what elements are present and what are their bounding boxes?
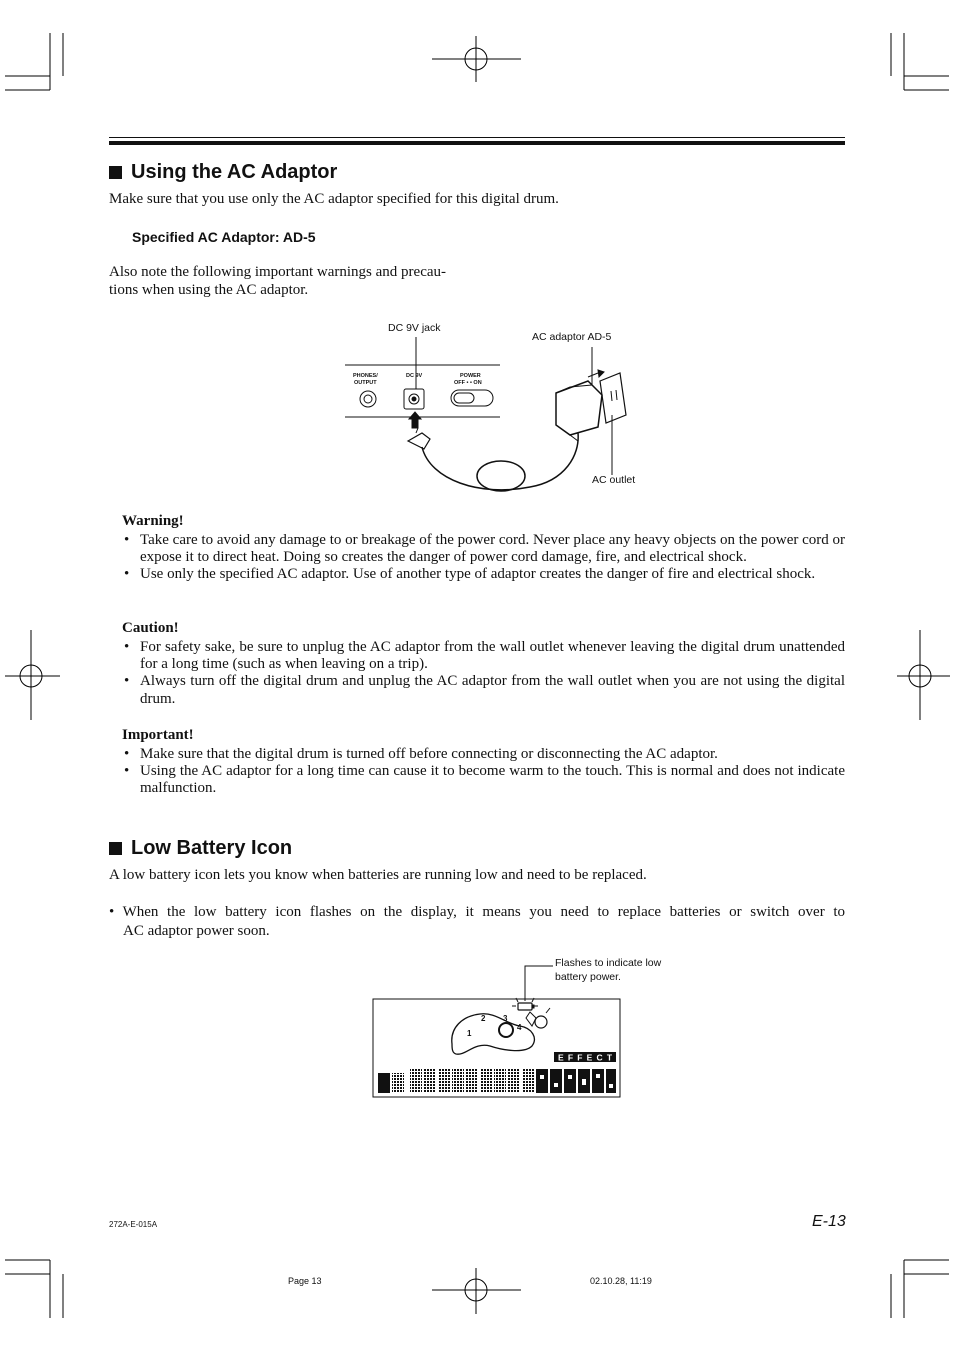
header-rule-thin: [109, 137, 845, 138]
print-page: Page 13: [288, 1276, 322, 1286]
warning-heading: Warning!: [122, 513, 184, 529]
section-title: Using the AC Adaptor: [131, 161, 338, 183]
important-heading: Important!: [122, 727, 194, 743]
knob-icon: [499, 1023, 513, 1037]
list-item: • Take care to avoid any damage to or breakage of the power cord. Never place any heavy objects on the power cord or expose it to direct heat. Doing so creates the danger of power cord damage, fire, and electrical shock.: [109, 532, 845, 566]
battery-bullet-line-1: • When the low battery icon flashes on the display, it means you need to replace batteries or switch over to: [109, 904, 845, 920]
warning-list: [109, 532, 845, 584]
phones-jack-icon: [360, 391, 376, 407]
ac-adaptor-icon: [556, 381, 602, 435]
battery-bullet: [109, 903, 845, 941]
power-switch-icon: [451, 390, 493, 406]
panel-output-label: OUTPUT: [354, 380, 377, 386]
clock-icon: [535, 1016, 547, 1028]
effect-label: EFFECT: [558, 1052, 617, 1063]
ac-intro-text: Make sure that you use only the AC adaptor specified for this digital drum.: [109, 191, 559, 207]
caution-list: [109, 639, 845, 708]
document-code: 272A-E-015A: [109, 1220, 158, 1229]
ac-note-line-2: tions when using the AC adaptor.: [109, 281, 309, 298]
panel-power-label: POWER: [460, 373, 481, 379]
adaptor-label: AC adaptor AD-5: [532, 331, 612, 343]
battery-intro-text: A low battery icon lets you know when batteries are running low and need to be replaced.: [109, 867, 647, 883]
list-item: • Using the AC adaptor for a long time can cause it to become warm to the touch. This is normal and does not indicate malfunction.: [109, 763, 845, 797]
ac-note-line-1: Also note the following important warnings and precau-: [109, 264, 447, 280]
callout-line-1: Flashes to indicate low: [555, 957, 662, 969]
header-rule-thick: [109, 141, 845, 145]
list-item: • Use only the specified AC adaptor. Use of another type of adaptor creates the danger of fire and electrical shock.: [109, 566, 845, 583]
lcd-display-diagram: [370, 958, 625, 1100]
list-item: • For safety sake, be sure to unplug the AC adaptor from the wall outlet whenever leaving the digital drum unattended for a long time (such as when leaving on a trip).: [109, 639, 845, 673]
dc-jack-label: DC 9V jack: [388, 322, 441, 334]
callout-line-2: battery power.: [555, 971, 621, 983]
pad-number-3: 3: [503, 1014, 508, 1023]
ac-outlet-icon: [600, 373, 626, 423]
metronome-icon: [526, 1012, 536, 1026]
ac-note-text: [109, 264, 446, 299]
square-bullet-icon: [109, 166, 122, 179]
panel-offon-label: OFF • • ON: [454, 380, 482, 386]
print-date: 02.10.28, 11:19: [590, 1276, 652, 1286]
list-item: • Always turn off the digital drum and unplug the AC adaptor from the wall outlet when you are not using the digital drum.: [109, 673, 845, 707]
panel-dc-label: DC 9V: [406, 373, 423, 379]
spec-heading: Specified AC Adaptor: AD-5: [132, 229, 316, 245]
pad-number-4: 4: [517, 1023, 522, 1032]
section-heading-ac-adaptor: [109, 161, 337, 184]
pad-number-2: 2: [481, 1014, 486, 1023]
square-bullet-icon: [109, 842, 122, 855]
caution-heading: Caution!: [122, 620, 179, 636]
page-number: E-13: [812, 1213, 846, 1230]
drum-pad-icon: [452, 1014, 535, 1054]
important-list: [109, 746, 845, 798]
dc-plug-icon: [408, 433, 430, 449]
up-arrow-icon: [409, 412, 421, 428]
section-heading-low-battery: [109, 837, 292, 860]
dot-matrix-row: [378, 1069, 616, 1093]
list-item: • Make sure that the digital drum is turned off before connecting or disconnecting the AC adaptor.: [109, 746, 845, 763]
pad-number-1: 1: [467, 1029, 472, 1038]
battery-bullet-line-2: AC adaptor power soon.: [123, 923, 270, 939]
outlet-label: AC outlet: [592, 474, 636, 486]
panel-phones-label: PHONES/: [353, 373, 378, 379]
section-title: Low Battery Icon: [131, 837, 293, 859]
low-battery-icon: [518, 1003, 532, 1010]
